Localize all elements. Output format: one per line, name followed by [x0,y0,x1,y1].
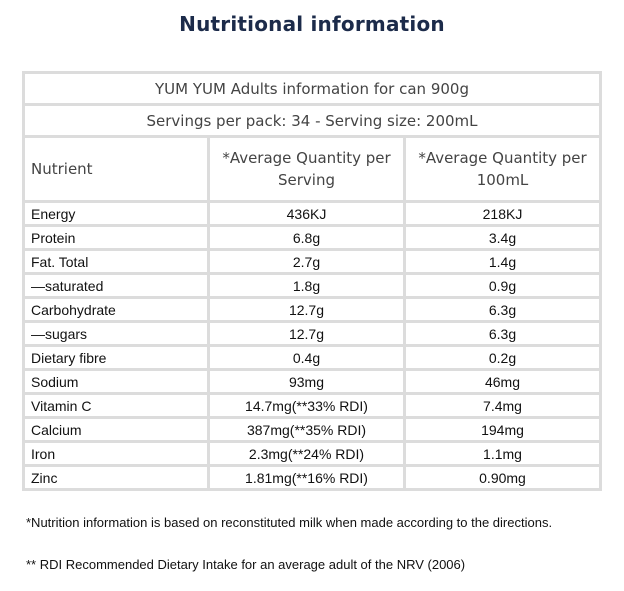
per-100ml-value: 6.3g [406,323,599,344]
caption-row [25,74,599,103]
nutrient-name: Dietary fibre [25,347,207,368]
table-row [25,395,599,416]
per-serving-value: 6.8g [210,227,403,248]
servings-row [25,106,599,135]
per-serving-value: 2.3mg(**24% RDI) [210,443,403,464]
nutrient-name: Fat. Total [25,251,207,272]
nutrient-name: —saturated [25,275,207,296]
per-100ml-value: 3.4g [406,227,599,248]
per-serving-value: 14.7mg(**33% RDI) [210,395,403,416]
per-100ml-value: 6.3g [406,299,599,320]
per-serving-value: 2.7g [210,251,403,272]
per-100ml-value: 0.90mg [406,467,599,488]
header-nutrient: Nutrient [25,138,207,200]
header-per-serving: *Average Quantity per Serving [210,138,403,200]
table-row [25,323,599,344]
per-100ml-value: 194mg [406,419,599,440]
table-caption: YUM YUM Adults information for can 900g [25,74,599,103]
per-100ml-value: 1.4g [406,251,599,272]
servings-info: Servings per pack: 34 - Serving size: 200mL [25,106,599,135]
header-per-100ml: *Average Quantity per 100mL [406,138,599,200]
table-row [25,347,599,368]
per-100ml-value: 0.9g [406,275,599,296]
per-serving-value: 12.7g [210,323,403,344]
nutrient-name: Carbohydrate [25,299,207,320]
per-100ml-value: 7.4mg [406,395,599,416]
nutrient-name: Calcium [25,419,207,440]
nutrient-name: —sugars [25,323,207,344]
nutrient-name: Sodium [25,371,207,392]
table-row [25,203,599,224]
nutrition-table [22,71,602,491]
table-row [25,227,599,248]
per-serving-value: 1.8g [210,275,403,296]
nutrient-name: Vitamin C [25,395,207,416]
page-title: Nutritional information [179,12,445,36]
table-row [25,251,599,272]
table-row [25,371,599,392]
per-serving-value: 93mg [210,371,403,392]
nutrient-name: Iron [25,443,207,464]
table-row [25,275,599,296]
table-row [25,419,599,440]
nutrient-name: Protein [25,227,207,248]
table-row [25,467,599,488]
per-100ml-value: 0.2g [406,347,599,368]
nutrition-table-body [25,74,599,488]
per-serving-value: 436KJ [210,203,403,224]
footnote-rdi: ** RDI Recommended Dietary Intake for an average adult of the NRV (2006) [26,557,466,572]
header-row [25,138,599,200]
footnote-nutrition-basis: *Nutrition information is based on reconstituted milk when made according to the directions. [26,515,553,530]
per-serving-value: 1.81mg(**16% RDI) [210,467,403,488]
nutrient-name: Zinc [25,467,207,488]
per-100ml-value: 1.1mg [406,443,599,464]
per-100ml-value: 218KJ [406,203,599,224]
per-100ml-value: 46mg [406,371,599,392]
table-row [25,443,599,464]
per-serving-value: 387mg(**35% RDI) [210,419,403,440]
per-serving-value: 0.4g [210,347,403,368]
nutrient-name: Energy [25,203,207,224]
per-serving-value: 12.7g [210,299,403,320]
table-row [25,299,599,320]
